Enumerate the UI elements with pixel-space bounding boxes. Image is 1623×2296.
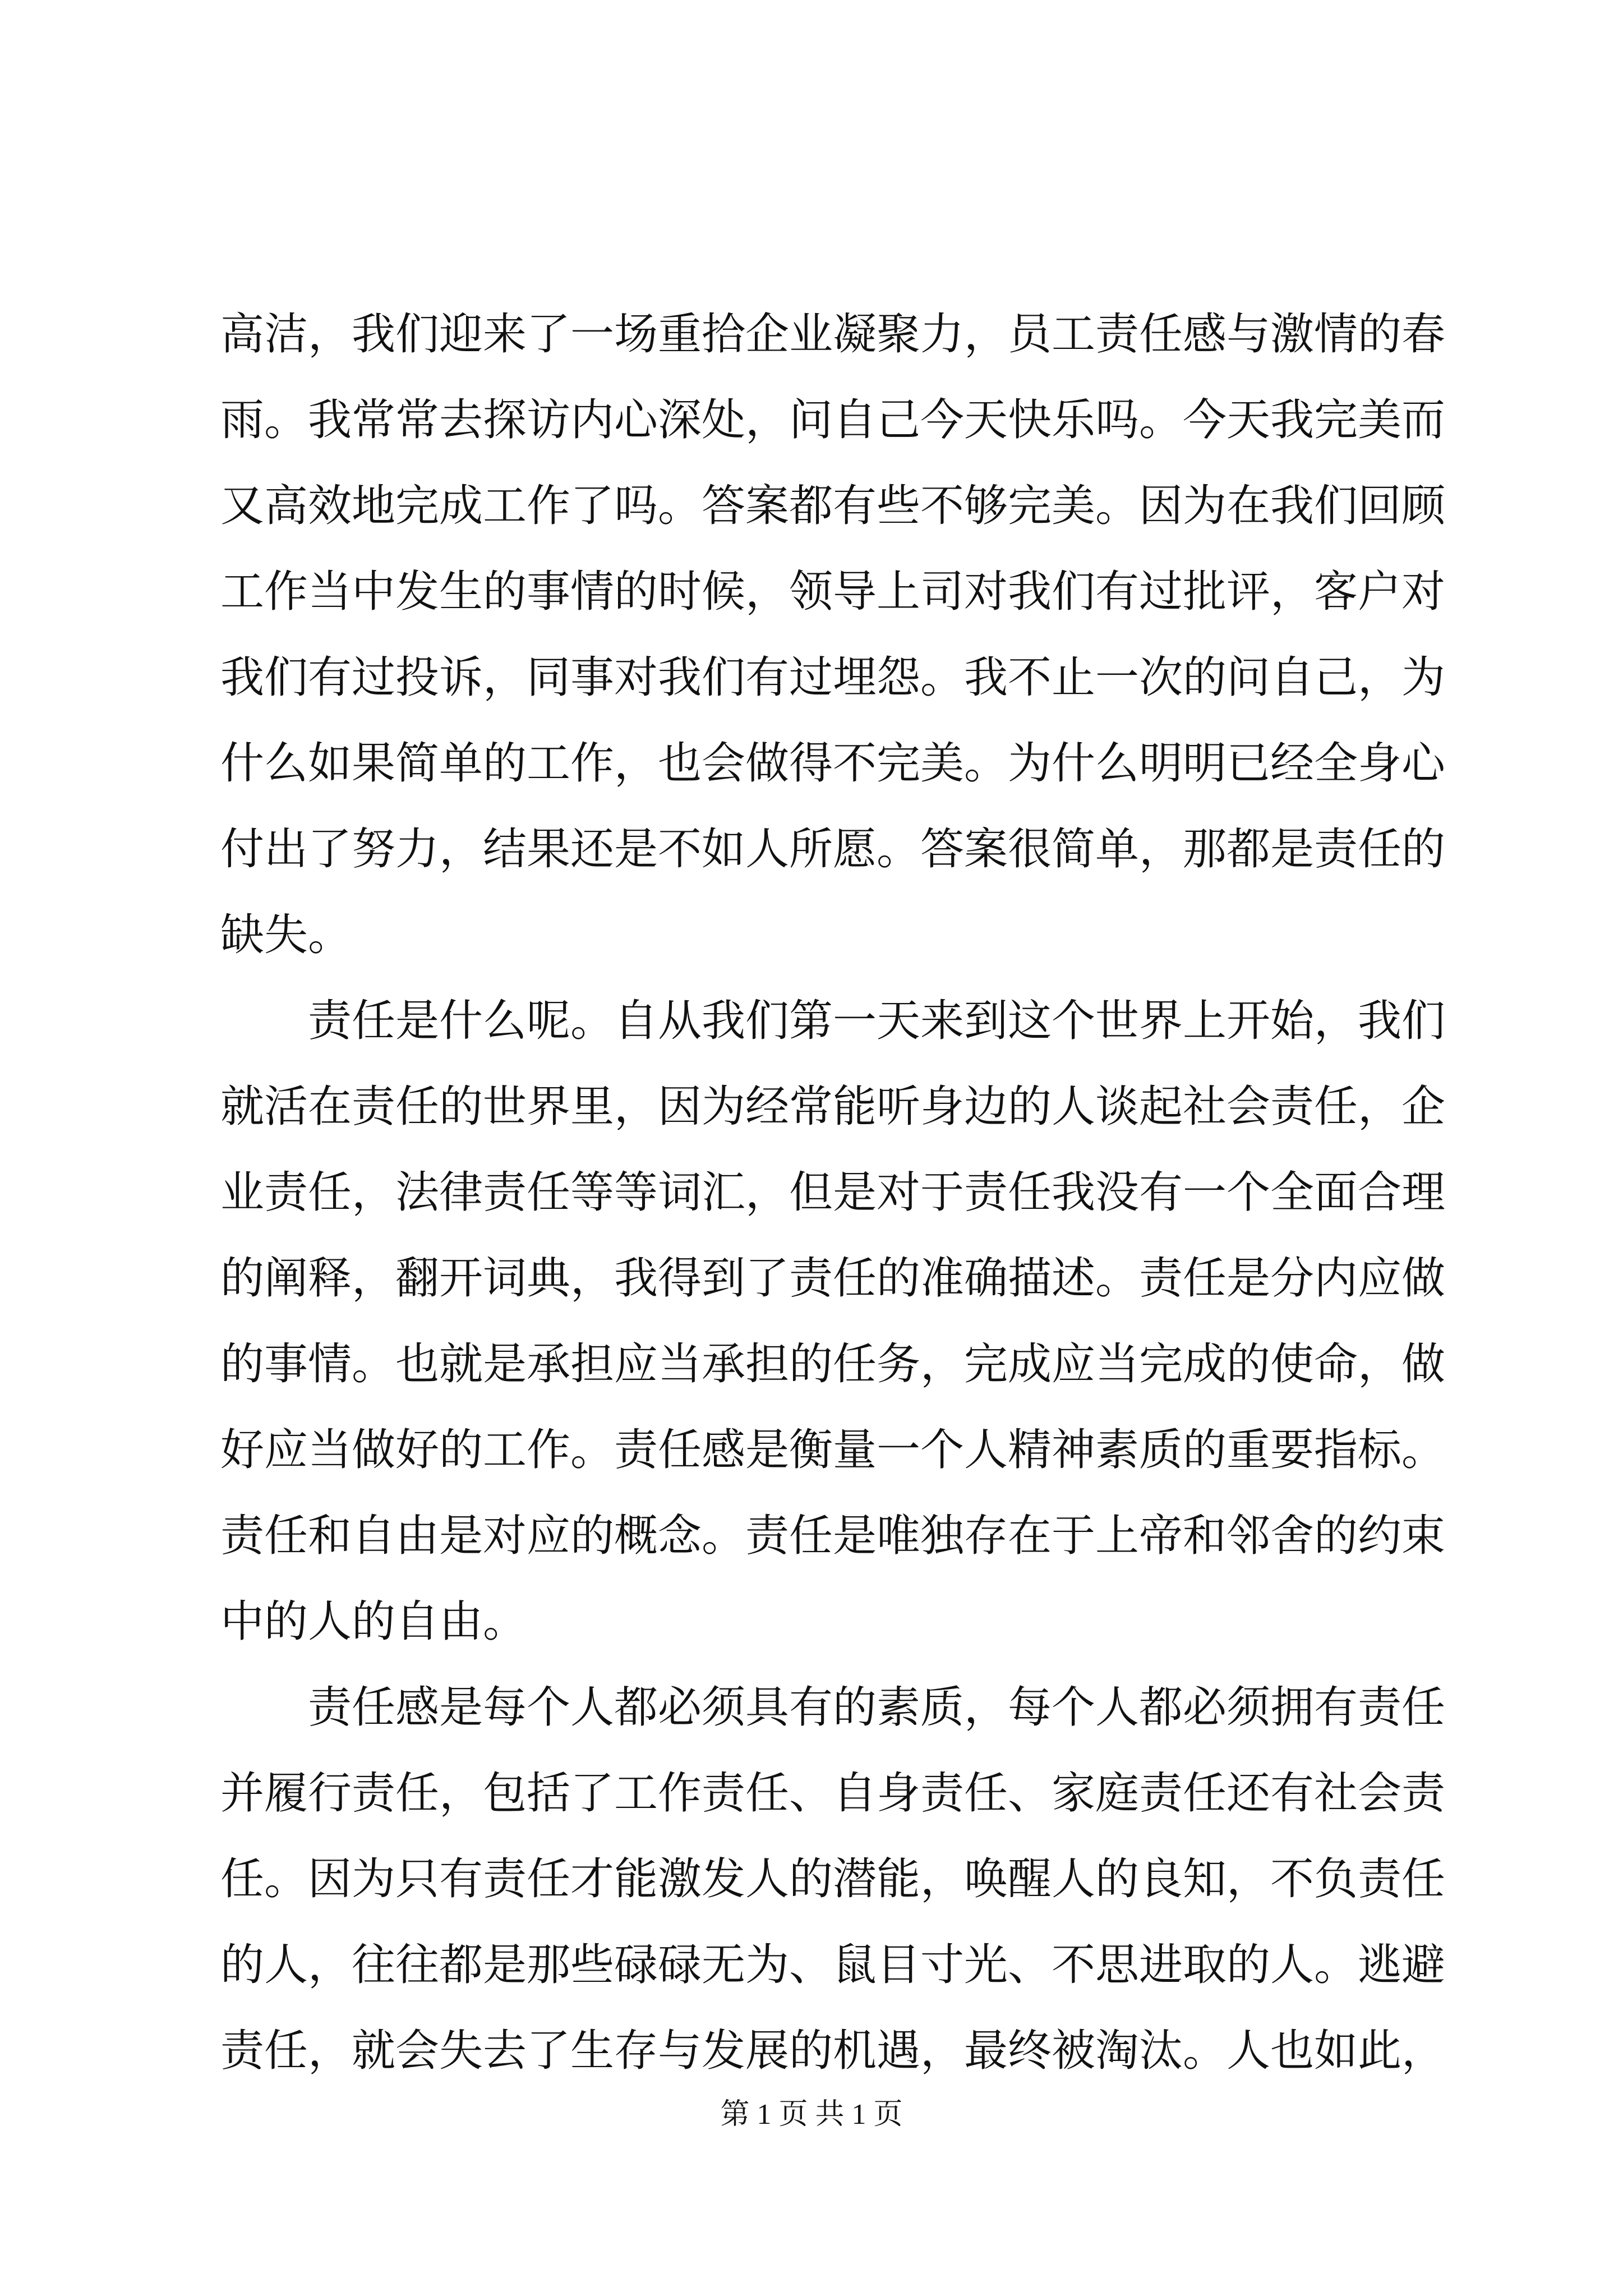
text-line: 的人，往往都是那些碌碌无为、鼠目寸光、不思进取的人。逃避 [220,1940,1446,1990]
text-line: 责任感是每个人都必须具有的素质，每个人都必须拥有责任 [220,1682,1446,1733]
text-line: 责任和自由是对应的概念。责任是唯独存在于上帝和邻舍的约束 [220,1511,1446,1561]
text-line: 责任，就会失去了生存与发展的机遇，最终被淘汰。人也如此， [220,2026,1446,2076]
text-line: 缺失。 [220,910,352,960]
text-line: 的事情。也就是承担应当承担的任务，完成应当完成的使命，做 [220,1339,1446,1389]
text-line: 业责任，法律责任等等词汇，但是对于责任我没有一个全面合理 [220,1167,1446,1218]
text-line: 好应当做好的工作。责任感是衡量一个人精神素质的重要指标。 [220,1425,1446,1475]
text-line: 付出了努力，结果还是不如人所愿。答案很简单，那都是责任的 [220,824,1446,875]
text-line: 又高效地完成工作了吗。答案都有些不够完美。因为在我们回顾 [220,481,1446,531]
text-line: 工作当中发生的事情的时候，领导上司对我们有过批评，客户对 [220,567,1446,617]
text-line: 什么如果简单的工作，也会做得不完美。为什么明明已经全身心 [220,738,1446,789]
text-line: 任。因为只有责任才能激发人的潜能，唤醒人的良知，不负责任 [220,1854,1446,1904]
text-line: 的阐释，翻开词典，我得到了责任的准确描述。责任是分内应做 [220,1253,1446,1304]
text-line: 就活在责任的世界里，因为经常能听身边的人谈起社会责任，企 [220,1082,1446,1132]
text-line: 中的人的自由。 [220,1596,527,1647]
text-line: 责任是什么呢。自从我们第一天来到这个世界上开始，我们 [220,996,1446,1046]
text-line: 并履行责任，包括了工作责任、自身责任、家庭责任还有社会责 [220,1768,1446,1819]
text-line: 高洁，我们迎来了一场重拾企业凝聚力，员工责任感与激情的春 [220,309,1446,360]
page-footer [0,2095,1623,2134]
body-text [220,292,1446,2094]
page-number-label: 第 1 页 共 1 页 [720,2099,903,2131]
text-line: 雨。我常常去探访内心深处，问自己今天快乐吗。今天我完美而 [220,395,1446,445]
text-line: 我们有过投诉，同事对我们有过埋怨。我不止一次的问自己，为 [220,652,1446,703]
